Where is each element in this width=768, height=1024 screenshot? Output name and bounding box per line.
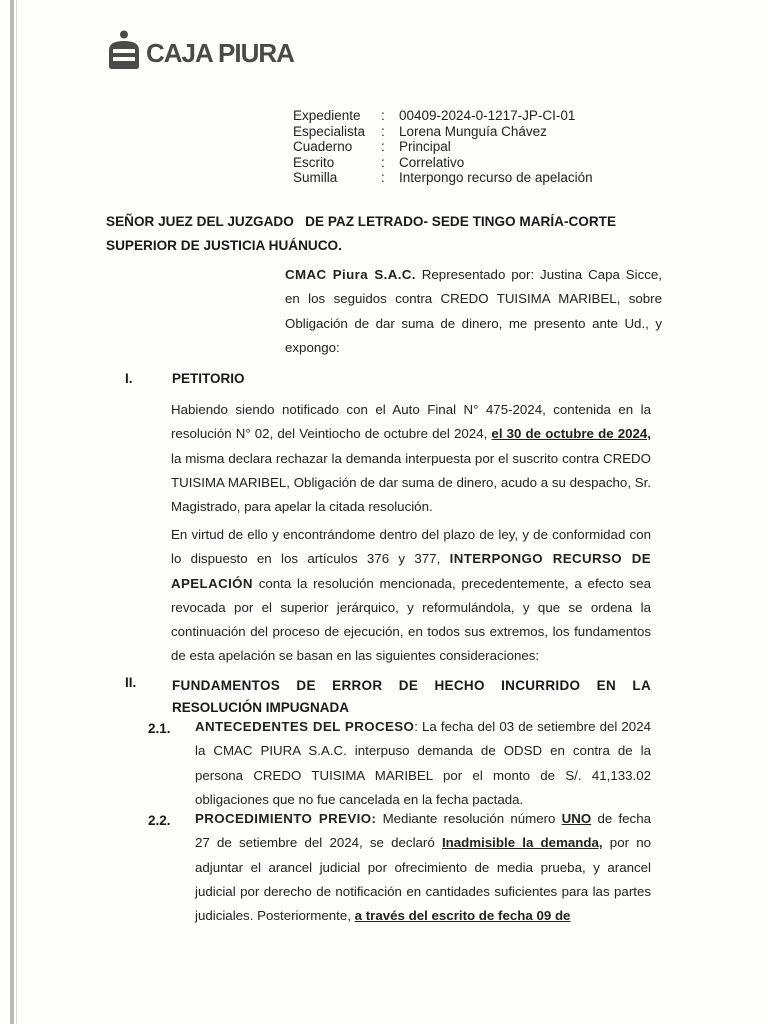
meta-key: Escrito bbox=[293, 154, 335, 170]
page-edge-line bbox=[16, 0, 17, 1024]
addressee-line-2: SUPERIOR DE JUSTICIA HUÁNUCO. bbox=[106, 238, 342, 253]
section-1-title: PETITORIO bbox=[172, 371, 245, 386]
section-2-number: II. bbox=[125, 675, 137, 690]
section-2-title-line-1: FUNDAMENTOS DE ERROR DE HECHO INCURRIDO EN LA bbox=[172, 678, 651, 693]
item-2-2-text-3: por no adjuntar el arancel judicial por ofrecimiento de media prueba, y arancel judicial por derecho de notificación en cantidades suficientes para las partes judiciales. Posteriormente, bbox=[195, 835, 652, 924]
item-2-2-inadmisible: Inadmisible la demanda, bbox=[441, 835, 603, 851]
page-edge bbox=[10, 0, 14, 1024]
petitorio-paragraph-2 bbox=[171, 523, 651, 669]
meta-value: 00409-2024-0-1217-JP-CI-01 bbox=[399, 108, 576, 123]
meta-row-especialista bbox=[293, 124, 593, 140]
item-2-2-paragraph bbox=[195, 807, 651, 928]
petitorio-p2-appeal: INTERPONGO RECURSO DE APELACIÓN bbox=[171, 551, 651, 591]
petitorio-paragraph-1 bbox=[171, 398, 651, 519]
petitorio-text-c: la misma declara rechazar la demanda interpuesta por el suscrito contra CREDO TUISIMA MARIBEL, Obligación de dar suma de dinero, acudo a su despacho, Sr. Magistrado, para apelar la citada resolución. bbox=[171, 450, 651, 515]
meta-sep: : bbox=[381, 154, 385, 170]
item-2-1-text: : La fecha del 03 de setiembre del 2024 la CMAC PIURA S.A.C. interpuso demanda de ODSD en contra de la persona CREDO TUISIMA MARIBEL por el monto de S/. 41,133.02 obligaciones que no fue cancelada en la fecha pactada. bbox=[195, 719, 651, 807]
meta-key: Expediente bbox=[293, 108, 361, 123]
caja-piura-logo bbox=[105, 30, 294, 70]
item-2-2-heading: PROCEDIMIENTO PREVIO: bbox=[195, 811, 377, 826]
item-2-1-number: 2.1. bbox=[148, 721, 171, 736]
section-1-number: I. bbox=[125, 371, 133, 386]
item-2-1-paragraph bbox=[195, 715, 651, 812]
case-metadata bbox=[293, 108, 593, 186]
item-2-2-escrito: a través del escrito de fecha 09 de bbox=[354, 908, 571, 924]
logo-text: CAJA PIURA bbox=[146, 37, 294, 68]
petitorio-text-a: Habiendo siendo notificado con el Auto Final N° 475-2024, contenida en la resolución N° 02, del Veintiocho de octubre del 2024, bbox=[171, 402, 651, 442]
meta-key: Especialista bbox=[293, 123, 366, 139]
meta-row-expediente bbox=[293, 108, 593, 124]
intro-paragraph bbox=[285, 263, 662, 360]
meta-sep: : bbox=[381, 139, 385, 155]
item-2-1-heading: ANTECEDENTES DEL PROCESO bbox=[195, 719, 415, 734]
meta-sep: : bbox=[381, 170, 385, 186]
addressee bbox=[106, 210, 654, 258]
item-2-2-number: 2.2. bbox=[148, 813, 171, 828]
addressee-line-1: SEÑOR JUEZ DEL JUZGADO DE PAZ LETRADO- SEDE TINGO MARÍA-CORTE bbox=[106, 214, 617, 229]
meta-row-escrito bbox=[293, 155, 593, 171]
meta-row-sumilla bbox=[293, 170, 593, 186]
meta-value: Principal bbox=[399, 139, 451, 155]
meta-sep: : bbox=[381, 108, 385, 123]
petitorio-p2-text-c: conta la resolución mencionada, precedentemente, a efecto sea revocada por el superior jerárquico, y reformulándola, y que se ordena la continuación del proceso de ejecución, en todos sus extremos, los fundamentos de esta apelación se basan en las siguientes consideraciones: bbox=[171, 575, 651, 664]
caja-piura-logo-icon bbox=[105, 30, 143, 70]
petitorio-date-highlight: el 30 de octubre de 2024, bbox=[491, 426, 652, 442]
meta-sep: : bbox=[381, 123, 385, 139]
petitorio-p2-text-a: En virtud de ello y encontrándome dentro del plazo de ley, y de conformidad con lo dispuesto en los artículos 376 y 377, bbox=[171, 527, 651, 567]
item-2-2-text-2: de fecha 27 de setiembre del 2024, se declaró bbox=[195, 811, 651, 851]
meta-key: Cuaderno bbox=[293, 139, 353, 155]
intro-text: Representado por: Justina Capa Sicce, en los seguidos contra CREDO TUISIMA MARIBEL, sobre Obligación de dar suma de dinero, me presento ante Ud., y expongo: bbox=[285, 267, 662, 355]
intro-party-name: CMAC Piura S.A.C. bbox=[285, 267, 416, 282]
meta-row-cuaderno bbox=[293, 139, 593, 155]
item-2-2-text-1: Mediante resolución número bbox=[376, 811, 562, 826]
meta-value: Interpongo recurso de apelación bbox=[399, 170, 593, 186]
meta-value: Correlativo bbox=[399, 154, 465, 170]
section-2-title-line-2: RESOLUCIÓN IMPUGNADA bbox=[172, 700, 350, 715]
meta-value: Lorena Munguía Chávez bbox=[399, 123, 547, 139]
section-2-title bbox=[172, 675, 651, 719]
item-2-2-resolution-number: UNO bbox=[561, 811, 592, 826]
meta-key: Sumilla bbox=[293, 170, 338, 186]
